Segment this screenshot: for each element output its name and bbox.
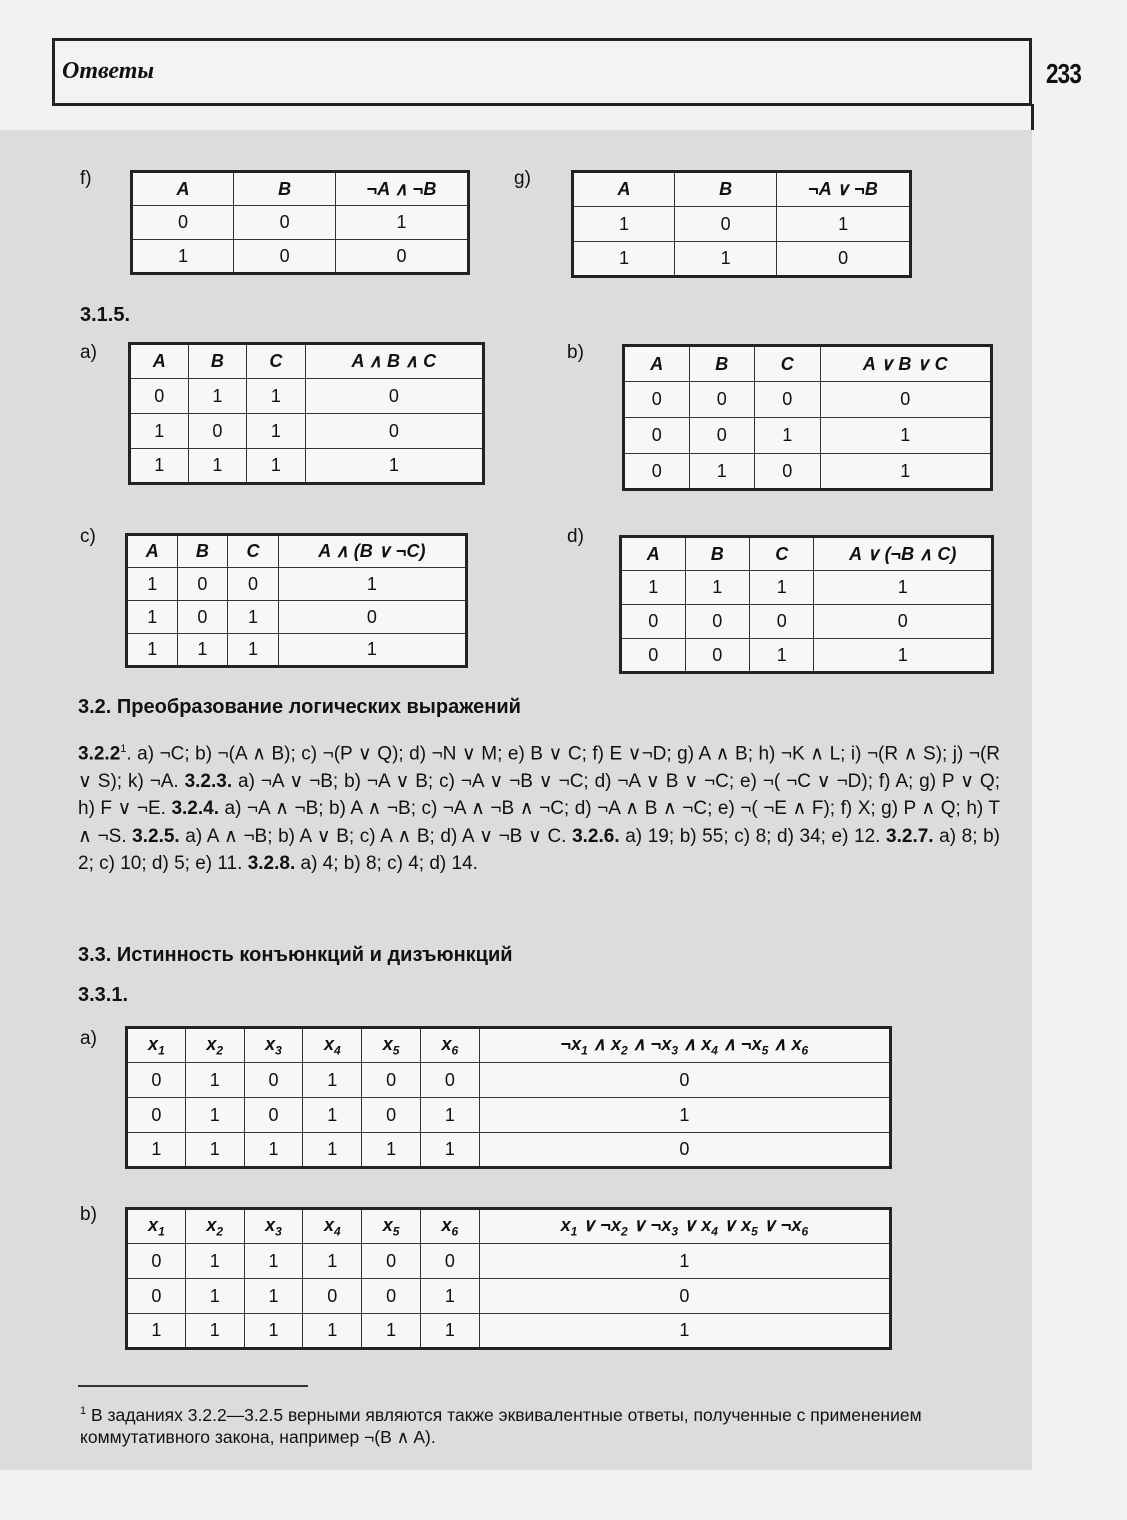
heading-3-2: 3.2. Преобразование логических выражений xyxy=(78,696,521,718)
footnote xyxy=(80,1400,1000,1448)
table-row xyxy=(127,1133,891,1168)
table-cell: 1 xyxy=(820,418,992,454)
label-b-315: b) xyxy=(567,342,584,363)
table-header-row xyxy=(624,346,992,382)
table-cell: 1 xyxy=(479,1244,890,1279)
table-cell: 1 xyxy=(336,206,469,240)
table-cell: 1 xyxy=(130,449,189,484)
table-header-row xyxy=(127,535,467,568)
table-cell: 0 xyxy=(188,414,247,449)
table-header-row xyxy=(621,537,993,571)
table-cell: 1 xyxy=(479,1314,890,1349)
table-cell: 1 xyxy=(185,1098,244,1133)
table-row xyxy=(621,639,993,673)
table-cell: 1 xyxy=(127,568,178,601)
table-cell: 1 xyxy=(185,1244,244,1279)
column-header: A ∧ B ∧ C xyxy=(305,344,483,379)
table-cell: 0 xyxy=(278,601,466,634)
table-cell: 1 xyxy=(188,379,247,414)
table-cell: 1 xyxy=(228,634,279,667)
table-row xyxy=(127,1314,891,1349)
table-cell: 0 xyxy=(362,1244,421,1279)
label-c-315: c) xyxy=(80,526,96,547)
table-cell: 1 xyxy=(573,242,675,277)
heading-3-3-1: 3.3.1. xyxy=(78,984,129,1006)
column-header: C xyxy=(228,535,279,568)
table-cell: 0 xyxy=(777,242,911,277)
column-header: $\neg x_1$ ∧ $x_2$ ∧ $\neg x_3$ ∧ $x_4$ ∧ $\neg x_5$ ∧ $x_6$ xyxy=(479,1028,890,1063)
table-cell: 1 xyxy=(420,1279,479,1314)
table-cell: 0 xyxy=(130,379,189,414)
num-3-2-3: 3.2.3. xyxy=(184,770,233,792)
table-cell: 0 xyxy=(177,568,228,601)
table-cell: 0 xyxy=(336,240,469,274)
truth-table-3-3-1-b xyxy=(125,1207,892,1350)
column-header: A ∨ (¬B ∧ C) xyxy=(814,537,993,571)
ans-3-2-7: a) 8; b) 2; c) 10; d) 5; e) 11. xyxy=(78,825,1001,875)
label-g: g) xyxy=(514,168,531,189)
column-header: B xyxy=(234,172,336,206)
table-cell: 1 xyxy=(303,1063,362,1098)
column-header: A xyxy=(624,346,690,382)
table-cell: 1 xyxy=(362,1314,421,1349)
table-cell: 1 xyxy=(247,379,306,414)
num-3-2-5: 3.2.5. xyxy=(132,825,180,847)
truth-table-3-1-5-c xyxy=(125,533,468,668)
table-cell: 1 xyxy=(573,207,675,242)
table-cell: 0 xyxy=(244,1063,303,1098)
table-cell: 1 xyxy=(820,454,992,490)
column-header: A xyxy=(132,172,234,206)
table-cell: 0 xyxy=(305,379,483,414)
table-cell: 1 xyxy=(188,449,247,484)
column-header: $x_2$ xyxy=(185,1028,244,1063)
label-d-315: d) xyxy=(567,526,584,547)
table-cell: 1 xyxy=(685,571,749,605)
table-cell: 0 xyxy=(814,605,993,639)
table-cell: 1 xyxy=(278,568,466,601)
column-header: $x_4$ xyxy=(303,1209,362,1244)
column-header: ¬A ∨ ¬B xyxy=(777,172,911,207)
table-cell: 0 xyxy=(127,1063,186,1098)
table-cell: 1 xyxy=(177,634,228,667)
column-header: $x_2$ xyxy=(185,1209,244,1244)
table-cell: 0 xyxy=(675,207,777,242)
answers-3-2 xyxy=(78,736,1000,878)
table-header-row xyxy=(573,172,911,207)
table-cell: 0 xyxy=(479,1133,890,1168)
table-row xyxy=(127,601,467,634)
header-box xyxy=(52,38,1032,106)
table-cell: 1 xyxy=(749,571,813,605)
ans-3-2-4: a) ¬A ∧ ¬B; b) A ∧ ¬B; c) ¬A ∧ ¬B ∧ ¬C; d) ¬A ∧ B ∧ ¬C; e) ¬( ¬E ∧ F); f) X; g) P ∧ Q; h) T ∧ ¬S. xyxy=(78,798,1000,847)
column-header: A xyxy=(127,535,178,568)
column-header: $x_3$ xyxy=(244,1028,303,1063)
column-header: C xyxy=(749,537,813,571)
num-3-2-8: 3.2.8. xyxy=(247,853,296,875)
heading-3-3: 3.3. Истинность конъюнкций и дизъюнкций xyxy=(78,944,513,966)
footnote-mark: 1 xyxy=(80,1405,87,1417)
table-cell: 1 xyxy=(244,1314,303,1349)
table-header-row xyxy=(130,344,484,379)
truth-table-3-1-5-b xyxy=(622,344,993,491)
table-cell: 1 xyxy=(127,601,178,634)
footnote-ref: 1 xyxy=(120,743,127,755)
table-header-row xyxy=(127,1209,891,1244)
table-row xyxy=(130,449,484,484)
table-cell: 0 xyxy=(685,639,749,673)
table-cell: 1 xyxy=(777,207,911,242)
table-cell: 1 xyxy=(303,1098,362,1133)
table-cell: 1 xyxy=(185,1133,244,1168)
table-row xyxy=(132,206,469,240)
table-row xyxy=(573,242,911,277)
ans-3-2-6: a) 19; b) 55; c) 8; d) 34; e) 12. xyxy=(619,825,887,847)
table-cell: 0 xyxy=(479,1279,890,1314)
table-cell: 1 xyxy=(303,1314,362,1349)
table-cell: 1 xyxy=(420,1133,479,1168)
column-header: A ∨ B ∨ C xyxy=(820,346,992,382)
table-cell: 1 xyxy=(675,242,777,277)
table-cell: 0 xyxy=(234,240,336,274)
table-cell: 0 xyxy=(420,1244,479,1279)
column-header: B xyxy=(188,344,247,379)
table-row xyxy=(130,379,484,414)
table-cell: 0 xyxy=(132,206,234,240)
table-row xyxy=(127,568,467,601)
table-cell: 0 xyxy=(244,1098,303,1133)
table-cell: 0 xyxy=(362,1279,421,1314)
table-cell: 1 xyxy=(244,1279,303,1314)
table-cell: 1 xyxy=(278,634,466,667)
table-cell: 1 xyxy=(247,414,306,449)
table-cell: 0 xyxy=(303,1279,362,1314)
column-header: C xyxy=(247,344,306,379)
label-a-315: a) xyxy=(80,342,97,363)
column-header: $x_6$ xyxy=(420,1028,479,1063)
column-header: $x_1$ ∨ $\neg x_2$ ∨ $\neg x_3$ ∨ $x_4$ ∨ $x_5$ ∨ $\neg x_6$ xyxy=(479,1209,890,1244)
table-cell: 1 xyxy=(127,1314,186,1349)
num-3-2-6: 3.2.6. xyxy=(572,825,620,847)
table-cell: 0 xyxy=(755,382,821,418)
label-b-331: b) xyxy=(80,1204,97,1225)
truth-table-3-3-1-a xyxy=(125,1026,892,1169)
table-cell: 0 xyxy=(479,1063,890,1098)
truth-table-g xyxy=(571,170,912,278)
table-cell: 1 xyxy=(420,1314,479,1349)
table-cell: 1 xyxy=(621,571,686,605)
table-cell: 1 xyxy=(127,1133,186,1168)
column-header: A xyxy=(621,537,686,571)
table-row xyxy=(621,605,993,639)
table-cell: 1 xyxy=(479,1098,890,1133)
table-cell: 0 xyxy=(127,1098,186,1133)
table-row xyxy=(127,1063,891,1098)
column-header: A ∧ (B ∨ ¬C) xyxy=(278,535,466,568)
table-cell: 1 xyxy=(185,1279,244,1314)
table-cell: 0 xyxy=(420,1063,479,1098)
table-cell: 1 xyxy=(814,639,993,673)
table-row xyxy=(624,454,992,490)
column-header: $x_5$ xyxy=(362,1209,421,1244)
column-header: $x_3$ xyxy=(244,1209,303,1244)
table-cell: 1 xyxy=(303,1244,362,1279)
column-header: B xyxy=(685,537,749,571)
table-row xyxy=(127,1244,891,1279)
label-a-331: a) xyxy=(80,1028,97,1049)
num-3-2-2: 3.2.2 xyxy=(78,743,121,765)
table-cell: 1 xyxy=(689,454,755,490)
table-cell: 1 xyxy=(228,601,279,634)
truth-table-3-1-5-d xyxy=(619,535,994,674)
column-header: A xyxy=(573,172,675,207)
column-header: B xyxy=(675,172,777,207)
table-cell: 1 xyxy=(247,449,306,484)
table-row xyxy=(130,414,484,449)
ans-3-2-8: a) 4; b) 8; c) 4; d) 14. xyxy=(295,853,478,875)
page-number: 233 xyxy=(1046,58,1081,89)
table-cell: 1 xyxy=(132,240,234,274)
heading-3-1-5: 3.1.5. xyxy=(80,304,131,326)
table-header-row xyxy=(127,1028,891,1063)
table-cell: 0 xyxy=(685,605,749,639)
table-row xyxy=(624,418,992,454)
table-row xyxy=(127,1279,891,1314)
num-3-2-7: 3.2.7. xyxy=(886,825,934,847)
table-cell: 0 xyxy=(177,601,228,634)
column-header: $x_6$ xyxy=(420,1209,479,1244)
table-row xyxy=(127,634,467,667)
table-cell: 1 xyxy=(185,1063,244,1098)
footnote-rule xyxy=(78,1385,308,1387)
table-cell: 0 xyxy=(621,605,686,639)
column-header: $x_1$ xyxy=(127,1028,186,1063)
footnote-text: В заданиях 3.2.2—3.2.5 верными являются также эквивалентные ответы, полученные с применением коммутативного закона, например ¬(B ∧ A). xyxy=(80,1404,922,1447)
header-rule xyxy=(1031,104,1034,130)
ans-3-2-2: . a) ¬C; b) ¬(A ∧ B); c) ¬(P ∨ Q); d) ¬N ∨ M; e) B ∨ C; f) E ∨¬D; g) A ∧ B; h) ¬K ∧ L; i) ¬(R ∧ S); j) ¬(R ∨ S); k) ¬A. xyxy=(78,743,1000,792)
table-cell: 0 xyxy=(362,1063,421,1098)
column-header: $x_5$ xyxy=(362,1028,421,1063)
table-cell: 1 xyxy=(814,571,993,605)
table-cell: 0 xyxy=(362,1098,421,1133)
table-cell: 1 xyxy=(244,1133,303,1168)
table-cell: 0 xyxy=(689,382,755,418)
table-cell: 0 xyxy=(624,382,690,418)
table-cell: 1 xyxy=(185,1314,244,1349)
table-cell: 0 xyxy=(234,206,336,240)
column-header: $x_1$ xyxy=(127,1209,186,1244)
table-cell: 1 xyxy=(420,1098,479,1133)
table-cell: 0 xyxy=(127,1279,186,1314)
column-header: C xyxy=(755,346,821,382)
column-header: ¬A ∧ ¬B xyxy=(336,172,469,206)
table-row xyxy=(573,207,911,242)
table-cell: 0 xyxy=(621,639,686,673)
table-cell: 1 xyxy=(305,449,483,484)
num-3-2-4: 3.2.4. xyxy=(171,798,219,820)
table-row xyxy=(621,571,993,605)
table-cell: 0 xyxy=(305,414,483,449)
table-cell: 1 xyxy=(755,418,821,454)
table-cell: 1 xyxy=(303,1133,362,1168)
table-cell: 0 xyxy=(755,454,821,490)
table-cell: 1 xyxy=(130,414,189,449)
table-cell: 0 xyxy=(127,1244,186,1279)
table-row xyxy=(132,240,469,274)
table-row xyxy=(624,382,992,418)
table-cell: 0 xyxy=(689,418,755,454)
table-cell: 1 xyxy=(244,1244,303,1279)
truth-table-f xyxy=(130,170,470,275)
column-header: B xyxy=(689,346,755,382)
column-header: $x_4$ xyxy=(303,1028,362,1063)
table-cell: 0 xyxy=(749,605,813,639)
column-header: A xyxy=(130,344,189,379)
label-f: f) xyxy=(80,168,92,189)
ans-3-2-5: a) A ∧ ¬B; b) A ∨ B; c) A ∧ B; d) A ∨ ¬B ∨ C. xyxy=(179,825,573,847)
table-cell: 0 xyxy=(820,382,992,418)
column-header: B xyxy=(177,535,228,568)
table-cell: 1 xyxy=(127,634,178,667)
truth-table-3-1-5-a xyxy=(128,342,485,485)
table-header-row xyxy=(132,172,469,206)
table-cell: 0 xyxy=(624,454,690,490)
table-cell: 1 xyxy=(362,1133,421,1168)
ans-3-2-3: a) ¬A ∨ ¬B; b) ¬A ∨ B; c) ¬A ∨ ¬B ∨ ¬C; d) ¬A ∨ B ∨ ¬C; e) ¬( ¬C ∨ ¬D); f) A; g) P ∨ Q; h) F ∨ ¬E. xyxy=(78,770,1000,820)
table-cell: 0 xyxy=(624,418,690,454)
table-cell: 0 xyxy=(228,568,279,601)
table-row xyxy=(127,1098,891,1133)
table-cell: 1 xyxy=(749,639,813,673)
header-title: Ответы xyxy=(62,58,155,84)
